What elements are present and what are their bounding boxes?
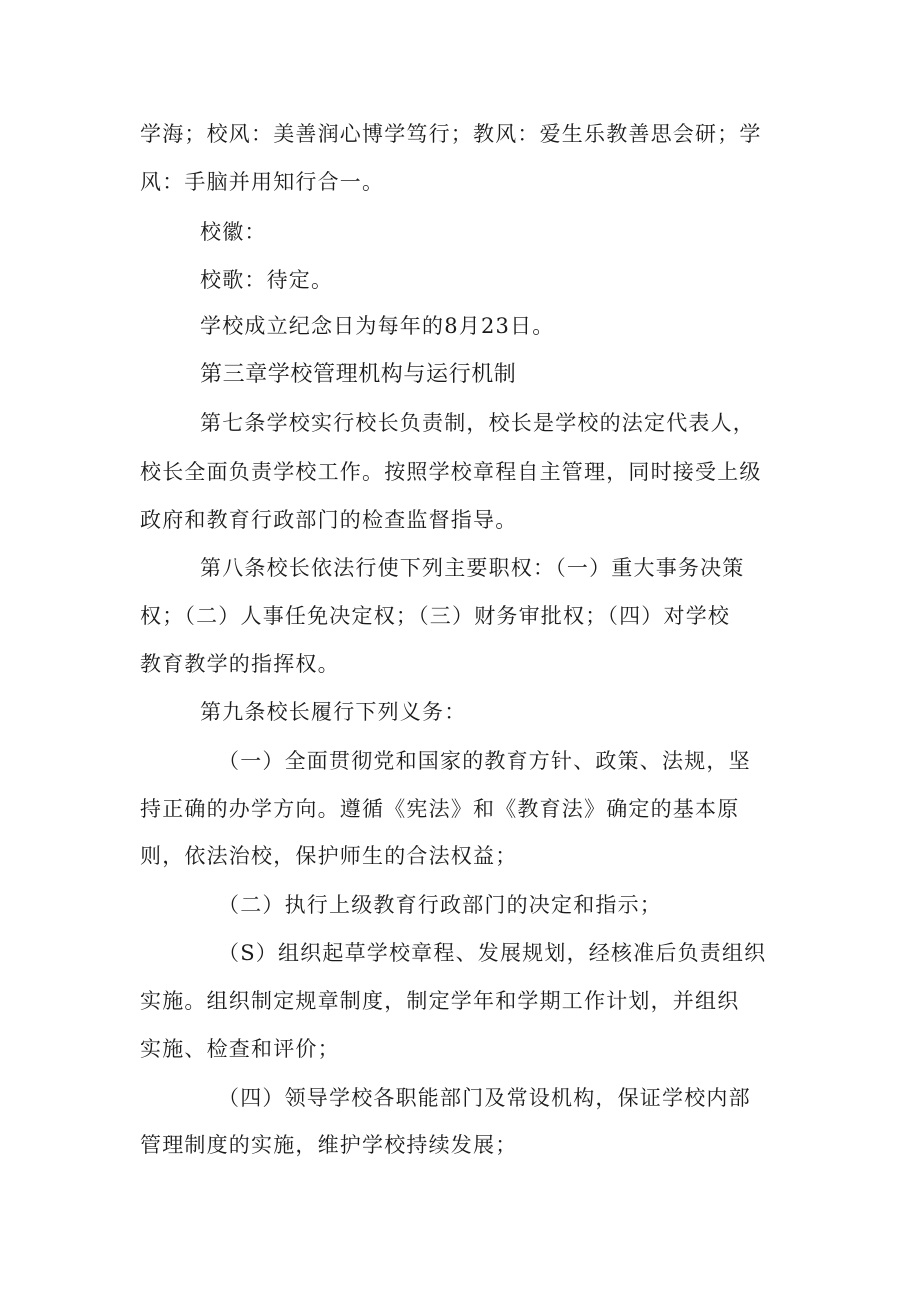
chapter-heading: 第三章学校管理机构与运行机制 <box>200 362 517 387</box>
text-line: 权；（二）人事任免决定权；（三）财务审批权；（四）对学校 <box>140 604 731 628</box>
text-line: 教育教学的指挥权。 <box>140 652 340 676</box>
text-line: 实施。组织制定规章制度，制定学年和学期工作计划，并组织 <box>140 989 740 1013</box>
text-line: （二）执行上级教育行政部门的决定和指示； <box>218 893 662 917</box>
text-line: 第七条学校实行校长负责制，校长是学校的法定代表人， <box>200 411 755 435</box>
text-line: 校长全面负责学校工作。按照学校章程自主管理，同时接受上级 <box>140 460 762 484</box>
text-line: 风：手脑并用知行合一。 <box>140 170 385 194</box>
text-line: 学校成立纪念日为每年的8月23日。 <box>200 314 555 338</box>
text-line: 第九条校长履行下列义务： <box>200 700 467 724</box>
text-line: 第八条校长依法行使下列主要职权：（一）重大事务决策 <box>200 556 745 580</box>
text-line: 政府和教育行政部门的检查监督指导。 <box>140 508 518 532</box>
text-line: 校徽： <box>200 220 267 244</box>
text-line: 学海；校风：美善润心博学笃行；教风：爱生乐教善思会研；学 <box>140 122 762 146</box>
text-line: 持正确的办学方向。遵循《宪法》和《教育法》确定的基本原 <box>140 797 740 821</box>
text-line: 校歌：待定。 <box>200 268 334 292</box>
text-line: 实施、检查和评价； <box>140 1037 340 1061</box>
text-line: 则，依法治校，保护师生的合法权益； <box>140 844 518 868</box>
text-line: （四）领导学校各职能部门及常设机构，保证学校内部 <box>218 1086 751 1110</box>
text-line: （一）全面贯彻党和国家的教育方针、政策、法规，坚 <box>218 749 751 773</box>
text-line: （S）组织起草学校章程、发展规划，经核准后负责组织 <box>218 941 767 965</box>
text-line: 管理制度的实施，维护学校持续发展； <box>140 1133 518 1157</box>
